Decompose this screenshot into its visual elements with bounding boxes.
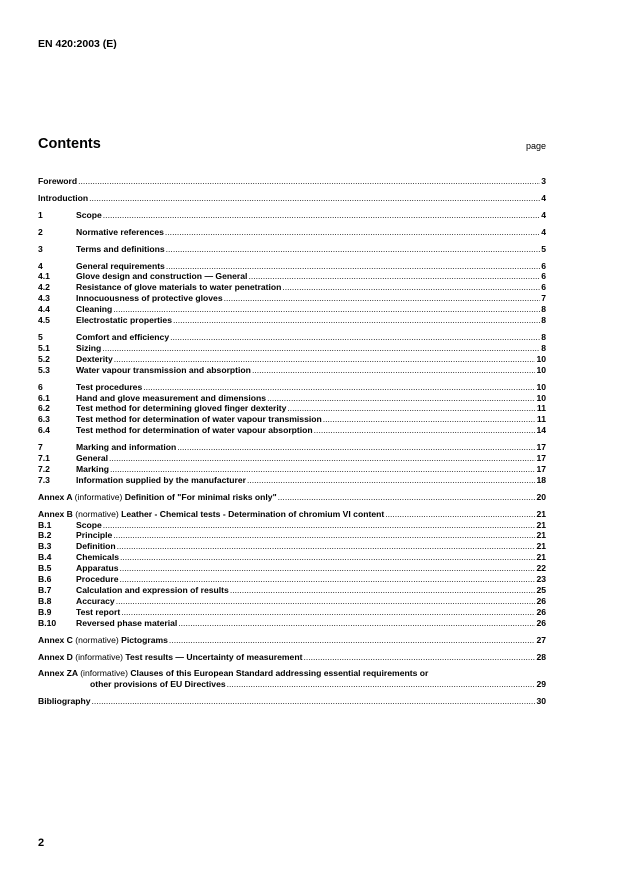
page-column-label: page [525,141,546,151]
toc-entry-page: 21 [536,519,546,530]
dot-leader [117,541,536,552]
toc-entry-page: 10 [536,392,546,403]
toc-entry-number: 4 [38,260,43,271]
toc-entry-title: Innocuousness of protective gloves [76,293,223,304]
toc-group [38,193,546,204]
toc-entry-page: 26 [536,617,546,628]
dot-leader [166,261,540,272]
toc-entry-title: Cleaning [76,304,113,315]
toc-entry[interactable] [38,552,546,563]
toc-entry[interactable] [38,425,546,436]
toc-entry-page: 8 [541,315,546,326]
toc-entry[interactable] [38,176,546,187]
toc-entry-title: Terms and definitions [76,243,165,254]
toc-entry-number: 4.3 [38,293,50,304]
toc-entry-title: Comfort and efficiency [76,331,170,342]
toc-entry[interactable] [38,282,546,293]
page-number: 2 [38,837,45,849]
toc-entry-page: 26 [536,595,546,606]
toc-entry-title: Electrostatic properties [76,315,172,326]
toc-entry-number: B.1 [38,519,52,530]
toc-entry-title: Marking and information [76,442,177,453]
dot-leader [177,442,535,453]
dot-leader [278,492,536,503]
dot-leader [113,304,540,315]
toc-entry-page: 23 [536,574,546,585]
annex-kind: (normative) [75,508,119,519]
toc-entry-number: 3 [38,243,43,254]
dot-leader [282,282,540,293]
annex-kind: (informative) [74,491,123,502]
dot-leader [103,210,540,221]
toc-entry-number: 6.2 [38,403,50,414]
toc-entry-number: 7.3 [38,474,50,485]
toc-entry[interactable] [38,332,546,343]
toc-entry-title: Scope [76,209,102,220]
toc-entry-number: 4.1 [38,271,50,282]
toc-entry-title: Foreword [38,176,78,186]
toc-entry-page: 8 [541,331,546,342]
dot-leader [169,635,536,646]
toc-entry-number: 4.4 [38,304,50,315]
annex-kind: (informative) [80,668,128,679]
dot-leader [303,652,535,663]
toc-group [38,382,546,437]
toc-entry-number: 5.2 [38,353,50,364]
toc-entry[interactable] [38,541,546,552]
toc-entry[interactable] [38,652,546,663]
toc-entry-title: Reversed phase material [76,617,178,628]
dot-leader [230,585,536,596]
dot-leader [110,464,535,475]
toc-entry-title: General [76,453,109,464]
annex-label: Annex C [38,634,73,645]
toc-entry[interactable] [38,668,546,679]
contents-title: Contents [38,136,101,152]
toc-entry[interactable] [38,193,546,204]
toc-entry-title: other provisions of EU Directives [90,679,226,690]
toc-entry-page: 7 [541,293,546,304]
toc-entry[interactable] [38,530,546,541]
dot-leader [103,520,536,531]
toc-entry[interactable] [38,304,546,315]
toc-group [38,442,546,486]
toc-group [38,332,546,376]
toc-entry[interactable] [38,210,546,221]
toc-entry-page: 22 [536,563,546,574]
annex-title: Definition of "For minimal risks only" [124,491,277,502]
toc-entry-page: 21 [536,552,546,563]
annex-kind: (informative) [75,651,124,662]
dot-leader [120,552,535,563]
toc-entry-page: 28 [536,651,546,662]
annex-title: Pictograms [121,634,168,645]
toc-entry[interactable] [38,618,546,629]
dot-leader [165,227,540,238]
dot-leader [247,475,535,486]
toc-entry-page: 3 [541,176,546,186]
toc-entry-page: 4 [541,209,546,220]
toc-group [38,509,546,629]
toc-entry-title: Test method for determination of water vapour absorption [76,425,313,436]
toc-entry-number: 7.2 [38,463,50,474]
annex-kind: (normative) [75,634,119,645]
toc-entry-title: Accuracy [76,595,115,606]
toc-entry-number: 5 [38,331,43,342]
annex-label: Annex ZA [38,668,78,679]
toc-entry-page: 27 [536,634,546,645]
toc-entry[interactable] [38,354,546,365]
dot-leader [173,315,540,326]
dot-leader [252,365,536,376]
toc-entry-number: B.4 [38,552,52,563]
toc-entry-number: 6.1 [38,392,50,403]
toc-entry[interactable] [38,475,546,486]
toc-entry[interactable] [38,261,546,272]
toc-entry-title: Information supplied by the manufacturer [76,474,246,485]
toc-entry-title [38,635,168,646]
dot-leader [89,193,540,204]
toc-group [38,227,546,238]
toc-entry-number: 4.2 [38,282,50,293]
toc-entry[interactable] [38,596,546,607]
toc-entry-title: Hand and glove measurement and dimensions [76,392,267,403]
toc-entry-title: Test method for determining gloved finger dexterity [76,403,287,414]
toc-entry-number: 4.5 [38,315,50,326]
toc-entry-title: Glove design and construction — General [76,271,248,282]
toc-entry-title: Introduction [38,192,89,203]
document-id: EN 420:2003 (E) [38,38,117,50]
toc-entry-page: 11 [536,414,546,425]
toc-entry-page: 6 [541,282,546,293]
toc-entry-title: Water vapour transmission and absorption [76,364,251,375]
toc-entry-page: 4 [541,192,546,203]
toc-entry-page: 5 [541,243,546,254]
dot-leader [120,563,536,574]
toc-entry-title [38,509,384,520]
toc-entry[interactable] [38,343,546,354]
toc-entry[interactable] [38,271,546,282]
toc-group [38,668,546,690]
toc-entry-title: Test procedures [76,381,143,392]
dot-leader [114,354,536,365]
toc-entry-number: B.6 [38,574,52,585]
toc-entry-title: General requirements [76,260,165,271]
toc-group [38,261,546,326]
toc-entry-number: 7 [38,442,43,453]
toc-entry-number: 7.1 [38,453,50,464]
toc-entry-title: Sizing [76,342,102,353]
toc-entry-page: 21 [536,508,546,519]
dot-leader [166,244,541,255]
toc-group [38,492,546,503]
toc-entry-number: 6 [38,381,43,392]
toc-entry-page: 6 [541,271,546,282]
dot-leader [314,425,536,436]
toc-entry[interactable] [38,442,546,453]
toc-entry-title: Test method for determination of water vapour transmission [76,414,322,425]
toc-entry-title: Dexterity [76,353,113,364]
toc-entry-title: Chemicals [76,552,119,563]
toc-entry[interactable] [38,414,546,425]
toc-entry[interactable] [38,293,546,304]
toc-entry[interactable] [38,464,546,475]
toc-entry-title: Normative references [76,226,164,237]
dot-leader [121,607,535,618]
toc-entry-number: B.3 [38,541,52,552]
toc-entry[interactable] [38,696,546,707]
toc-entry-number: 6.3 [38,414,50,425]
toc-entry-number: B.5 [38,563,52,574]
toc-entry[interactable] [38,574,546,585]
toc-entry-title: Scope [76,519,102,530]
toc-entry-title: Marking [76,463,109,474]
toc-entry[interactable] [38,244,546,255]
toc-entry-page: 10 [536,381,546,392]
dot-leader [120,574,536,585]
dot-leader [178,618,535,629]
toc-entry-title: Definition [76,541,116,552]
toc-entry-title [38,652,302,663]
toc-entry-page: 26 [536,606,546,617]
toc-entry[interactable] [38,227,546,238]
toc-entry[interactable] [38,453,546,464]
dot-leader [248,271,540,282]
toc-entry-title: Principle [76,530,113,541]
toc-entry-continuation[interactable] [38,679,546,690]
toc-entry-title: Procedure [76,574,119,585]
toc-group [38,635,546,646]
toc-entry-title: Resistance of glove materials to water penetration [76,282,282,293]
toc-entry[interactable] [38,635,546,646]
toc-entry-title: Calculation and expression of results [76,585,229,595]
toc-entry[interactable] [38,403,546,414]
toc-entry-page: 11 [536,403,546,414]
toc-entry[interactable] [38,607,546,618]
dot-leader [78,176,540,187]
toc-entry[interactable] [38,585,546,596]
dot-leader [224,293,541,304]
toc-entry-page: 21 [536,530,546,541]
toc-entry-page: 17 [536,463,546,474]
toc-entry-number: B.8 [38,595,52,606]
toc-entry[interactable] [38,563,546,574]
toc-entry-page: 30 [536,696,546,707]
toc-entry-page: 29 [536,679,546,690]
toc-group [38,210,546,221]
toc-entry-page: 20 [536,491,546,502]
toc-entry-page: 10 [536,364,546,375]
toc-entry-number: B.9 [38,606,52,617]
toc-entry-number: 5.3 [38,364,50,375]
toc-entry-page: 6 [541,260,546,271]
toc-entry-number: B.10 [38,617,57,628]
toc-entry-title [38,668,428,679]
toc-entry-title: Apparatus [76,563,119,574]
toc-entry[interactable] [38,315,546,326]
toc-entry-page: 17 [536,442,546,453]
annex-title: Test results — Uncertainty of measurement [125,651,303,662]
toc-entry[interactable] [38,520,546,531]
toc-entry-page: 25 [536,585,546,595]
toc-entry-number: 2 [38,226,43,237]
annex-label: Annex B [38,508,73,519]
dot-leader [143,382,535,393]
dot-leader [385,509,535,520]
toc-entry-page: 4 [541,226,546,237]
toc-entry-title: Test report [76,606,121,617]
annex-label: Annex D [38,651,73,662]
toc-group [38,696,546,707]
toc-entry-number: B.2 [38,530,52,541]
dot-leader [116,596,536,607]
toc-entry-number: B.7 [38,585,52,595]
toc-entry-page: 10 [536,353,546,364]
toc-group [38,244,546,255]
toc-entry[interactable] [38,365,546,376]
dot-leader [92,696,536,707]
dot-leader [113,530,535,541]
dot-leader [267,393,535,404]
toc-entry[interactable] [38,492,546,503]
toc-entry-page: 8 [541,342,546,353]
toc-entry[interactable] [38,509,546,520]
toc-entry-number: 6.4 [38,425,50,436]
dot-leader [170,332,540,343]
toc-entry-page: 18 [536,474,546,485]
dot-leader [102,343,540,354]
toc-entry-page: 14 [536,425,546,436]
toc-entry-title [38,492,277,503]
toc-entry-page: 17 [536,453,546,464]
toc-entry-page: 21 [536,541,546,552]
toc-entry-title: Bibliography [38,696,91,707]
toc-group [38,176,546,187]
dot-leader [227,679,536,690]
toc-group [38,652,546,663]
toc-entry-page: 8 [541,304,546,315]
table-of-contents [38,176,546,713]
toc-entry-number: 5.1 [38,342,50,353]
annex-label: Annex A [38,491,73,502]
toc-entry[interactable] [38,382,546,393]
toc-entry[interactable] [38,393,546,404]
dot-leader [109,453,535,464]
dot-leader [287,403,535,414]
toc-entry-number: 1 [38,209,43,220]
dot-leader [323,414,536,425]
annex-title: Clauses of this European Standard addressing essential requirements or [130,668,429,679]
annex-title: Leather - Chemical tests - Determination of chromium VI content [121,508,385,519]
